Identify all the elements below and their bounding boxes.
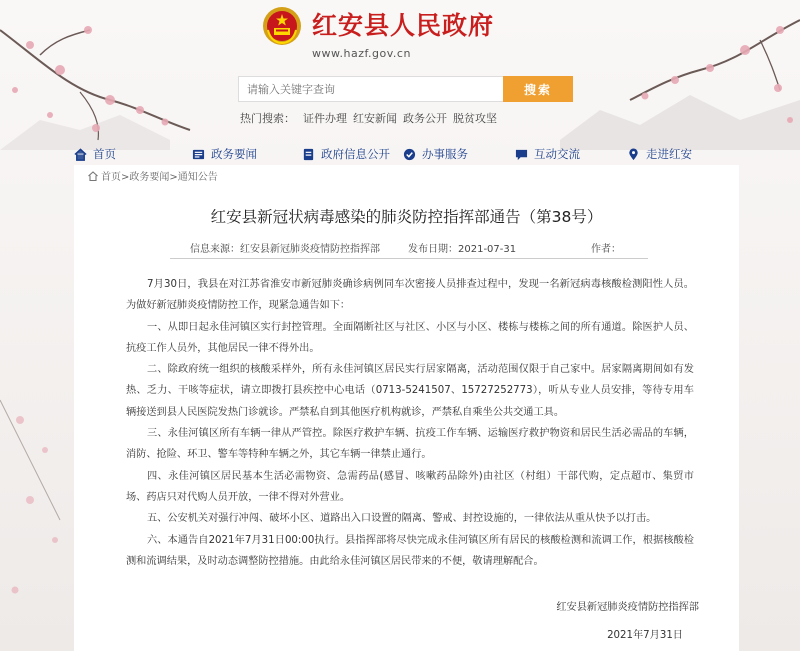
- news-icon: [192, 148, 205, 161]
- breadcrumb-home[interactable]: 首页: [101, 172, 121, 183]
- document-icon: [302, 148, 315, 161]
- paragraph: 五、公安机关对强行冲闯、破坏小区、道路出入口设置的隔离、警戒、封控设施的，一律依法从重从快予以打击。: [147, 513, 657, 525]
- article-date: 发布日期：2021-07-31: [408, 244, 517, 255]
- nav-item-home[interactable]: [74, 146, 116, 162]
- breadcrumb-separator: >: [121, 172, 130, 183]
- nav-item-news[interactable]: [192, 146, 257, 162]
- nav-label: 首页: [93, 147, 116, 161]
- search-button[interactable]: 搜索: [503, 76, 573, 102]
- nav-label: 办事服务: [422, 147, 468, 161]
- search-input[interactable]: [238, 76, 503, 102]
- paragraph: 六、本通告自2021年7月31日00:00执行。县指挥部将尽快完成永佳河镇区所有居民的核酸检测和流调工作，根据核酸检测和流调结果，及时动态调整防控措施。由此给永佳河镇区居民带来的不便，敬请理解配合。: [126, 534, 694, 567]
- logo-row: [262, 6, 494, 46]
- site-url: www.hazf.gov.cn: [312, 47, 411, 60]
- nav-item-interaction[interactable]: [515, 146, 580, 162]
- article-body: [126, 274, 694, 572]
- site-title[interactable]: 红安县人民政府: [312, 11, 495, 40]
- breadcrumb-news[interactable]: 政务要闻: [129, 172, 170, 183]
- service-icon: [403, 148, 416, 161]
- article-title: 红安县新冠状病毒感染的肺炎防控指挥部通告（第38号）: [210, 208, 603, 226]
- hot-link-gov-open[interactable]: 政务公开: [403, 112, 447, 125]
- home-icon: [88, 171, 98, 181]
- signature: 红安县新冠肺炎疫情防控指挥部: [556, 602, 699, 613]
- paragraph: 二、除政府统一组织的核酸采样外，所有永佳河镇区居民实行居家隔离，活动范围仅限于自己家中。居家隔离期间如有发热、乏力、干咳等症状，请立即拨打县疾控中心电话（0713-5241507、15727252773），听从专业人员安排，等待专用车辆接送到县人民医院发热门诊就诊。严禁私自到其他医疗机构就诊，严禁私自乘坐公共交通工具。: [126, 364, 694, 418]
- paragraph: 7月30日，我县在对江苏省淮安市新冠肺炎确诊病例同车次密接人员排查过程中，发现一名新冠病毒核酸检测阳性人员。为做好新冠肺炎疫情防控工作，现紧急通告如下：: [126, 279, 694, 312]
- hot-search-label: 热门搜索：: [240, 112, 295, 125]
- paragraph: 一、从即日起永佳河镇区实行封控管理。全面隔断社区与社区、小区与小区、楼栋与楼栋之间的所有通道。除医护人员、抗疫工作人员外，其他居民一律不得外出。: [126, 321, 694, 354]
- breadcrumb-notices[interactable]: 通知公告: [177, 172, 218, 183]
- article-panel: [74, 165, 739, 651]
- nav-label: 走进红安: [646, 147, 692, 161]
- chat-icon: [515, 148, 528, 161]
- breadcrumb-separator: >: [169, 172, 178, 183]
- nav-item-about[interactable]: [627, 146, 692, 162]
- hot-link-certificates[interactable]: 证件办理: [303, 112, 347, 125]
- search-bar: [238, 76, 573, 102]
- main-nav: [0, 142, 800, 164]
- breadcrumb: [88, 168, 218, 183]
- paragraph: 三、永佳河镇区所有车辆一律从严管控。除医疗救护车辆、抗疫工作车辆、运输医疗救护物资和居民生活必需品的车辆，消防、抢险、环卫、警车等特种车辆之外，其它车辆一律禁止通行。: [126, 428, 694, 461]
- location-icon: [627, 148, 640, 161]
- site-header: [0, 0, 800, 145]
- hot-search: [240, 110, 497, 126]
- article-author: 作者：: [591, 244, 621, 255]
- national-emblem-icon[interactable]: [262, 6, 302, 46]
- article-source: 信息来源：红安县新冠肺炎疫情防控指挥部: [190, 244, 380, 255]
- nav-label: 政务要闻: [211, 147, 257, 161]
- hot-link-poverty[interactable]: 脱贫攻坚: [453, 112, 497, 125]
- nav-label: 政府信息公开: [321, 147, 390, 161]
- paragraph: 四、永佳河镇区居民基本生活必需物资、急需药品(感冒、咳嗽药品除外)由社区（村组）干部代购，定点超市、集贸市场、药店只对代购人员开放，一律不得对外营业。: [126, 470, 694, 503]
- hot-link-news[interactable]: 红安新闻: [353, 112, 397, 125]
- divider: [170, 258, 648, 259]
- nav-item-service[interactable]: [403, 146, 468, 162]
- nav-label: 互动交流: [534, 147, 580, 161]
- nav-item-gov-info[interactable]: [302, 146, 390, 162]
- signature-date: 2021年7月31日: [607, 630, 683, 641]
- home-icon: [74, 148, 87, 161]
